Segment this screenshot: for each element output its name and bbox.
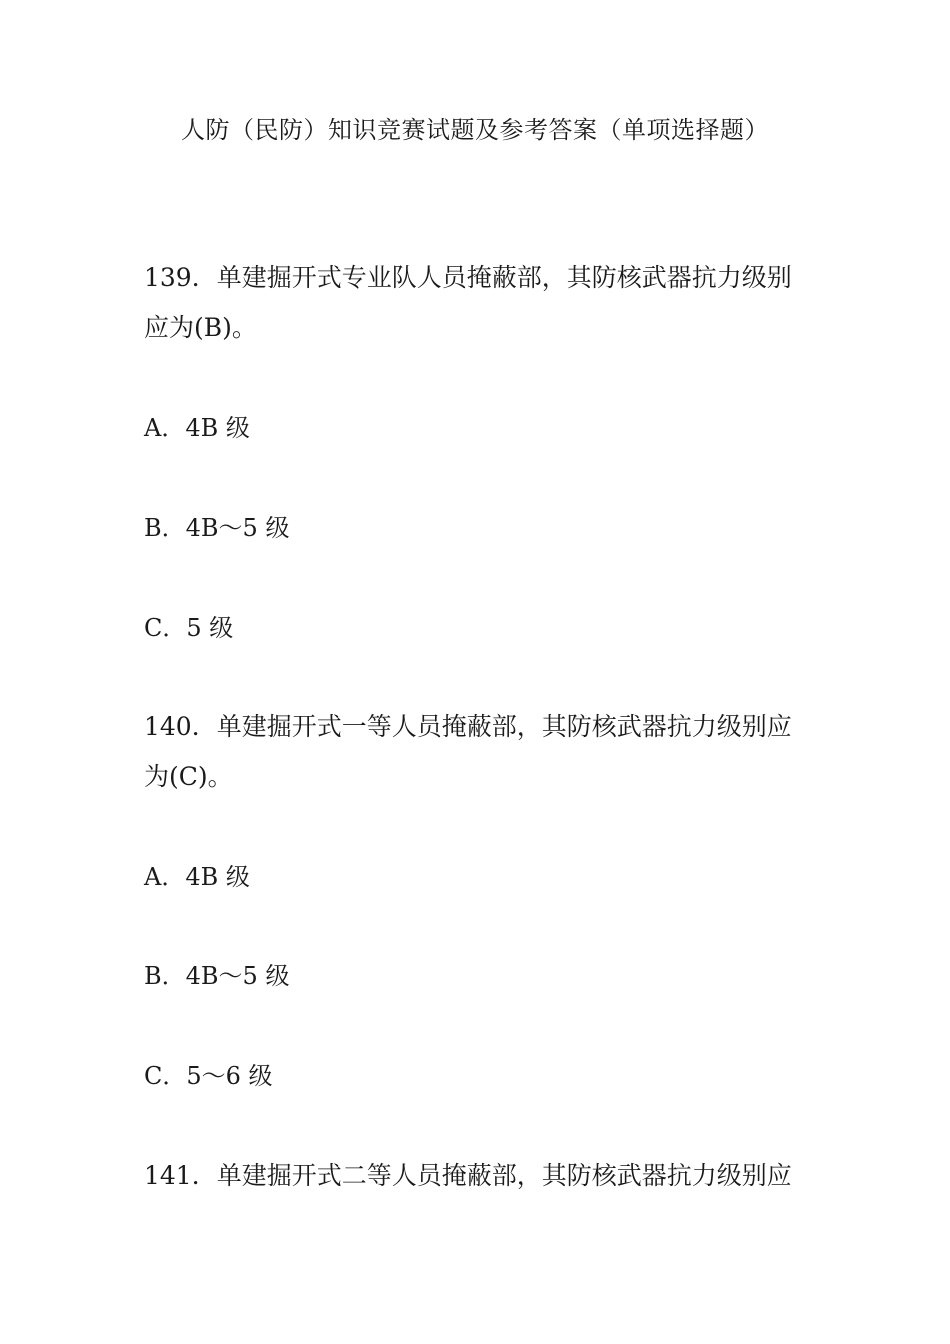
question-140-line-1: 140．单建掘开式一等人员掩蔽部，其防核武器抗力级别应 [144,712,792,741]
question-139-line-1: 139．单建掘开式专业队人员掩蔽部，其防核武器抗力级别 [144,263,792,292]
question-140-option-c: C．5～6 级 [144,1062,273,1090]
question-141-line-1: 141．单建掘开式二等人员掩蔽部，其防核武器抗力级别应 [144,1161,792,1190]
question-140-line-2: 为(C)。 [144,762,233,791]
question-139-option-b: B．4B～5 级 [144,514,290,542]
question-140-option-b: B．4B～5 级 [144,962,290,990]
question-139-line-2: 应为(B)。 [144,313,257,342]
question-140-option-a: A．4B 级 [144,863,250,891]
question-139-option-a: A．4B 级 [144,414,250,442]
question-139-option-c: C．5 级 [144,614,234,642]
document-title: 人防（民防）知识竞赛试题及参考答案（单项选择题） [181,116,769,144]
